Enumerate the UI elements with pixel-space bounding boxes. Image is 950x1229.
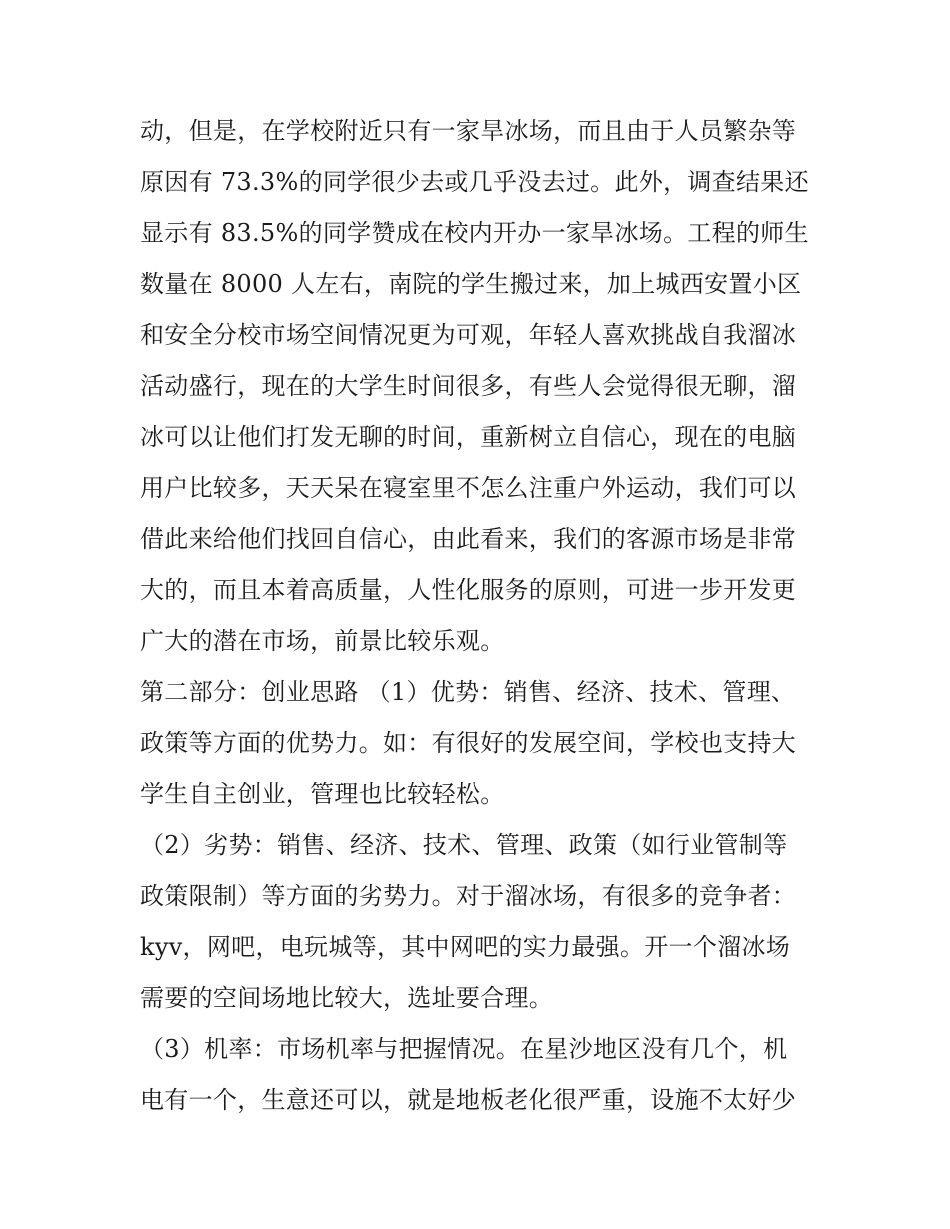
text-line: 活动盛行，现在的大学生时间很多，有些人会觉得很无聊，溜 bbox=[140, 372, 797, 400]
text-line: 原因有 73.3%的同学很少去或几乎没去过。此外，调查结果还 bbox=[140, 168, 809, 196]
text-line: kyv，网吧，电玩城等，其中网吧的实力最强。开一个溜冰场 bbox=[140, 933, 791, 961]
text-line: 大的，而且本着高质量，人性化服务的原则，可进一步开发更 bbox=[140, 576, 797, 604]
text-line: 电有一个，生意还可以，就是地板老化很严重，设施不太好少 bbox=[140, 1086, 797, 1114]
text-line: 政策限制）等方面的劣势力。对于溜冰场，有很多的竞争者： bbox=[140, 882, 797, 910]
text-line: 动，但是，在学校附近只有一家旱冰场，而且由于人员繁杂等 bbox=[140, 117, 797, 145]
text-line: （2）劣势：销售、经济、技术、管理、政策（如行业管制等 bbox=[140, 831, 788, 859]
body-text bbox=[140, 106, 830, 1126]
text-line: 学生自主创业，管理也比较轻松。 bbox=[140, 780, 505, 808]
text-line: 借此来给他们找回自信心，由此看来，我们的客源市场是非常 bbox=[140, 525, 797, 553]
text-line: （3）机率：市场机率与把握情况。在星沙地区没有几个，机 bbox=[140, 1035, 788, 1063]
text-line: 和安全分校市场空间情况更为可观，年轻人喜欢挑战自我溜冰 bbox=[140, 321, 797, 349]
text-line: 数量在 8000 人左右，南院的学生搬过来，加上城西安置小区 bbox=[140, 270, 802, 298]
text-line: 冰可以让他们打发无聊的时间，重新树立自信心，现在的电脑 bbox=[140, 423, 797, 451]
text-line: 广大的潜在市场，前景比较乐观。 bbox=[140, 627, 505, 655]
text-line: 用户比较多，天天呆在寝室里不怎么注重户外运动，我们可以 bbox=[140, 474, 797, 502]
text-line: 显示有 83.5%的同学赞成在校内开办一家旱冰场。工程的师生 bbox=[140, 219, 809, 247]
section-heading-line: 第二部分：创业思路 （1）优势：销售、经济、技术、管理、 bbox=[140, 678, 796, 706]
text-line: 需要的空间场地比较大，选址要合理。 bbox=[140, 984, 554, 1012]
text-line: 政策等方面的优势力。如：有很好的发展空间，学校也支持大 bbox=[140, 729, 797, 757]
